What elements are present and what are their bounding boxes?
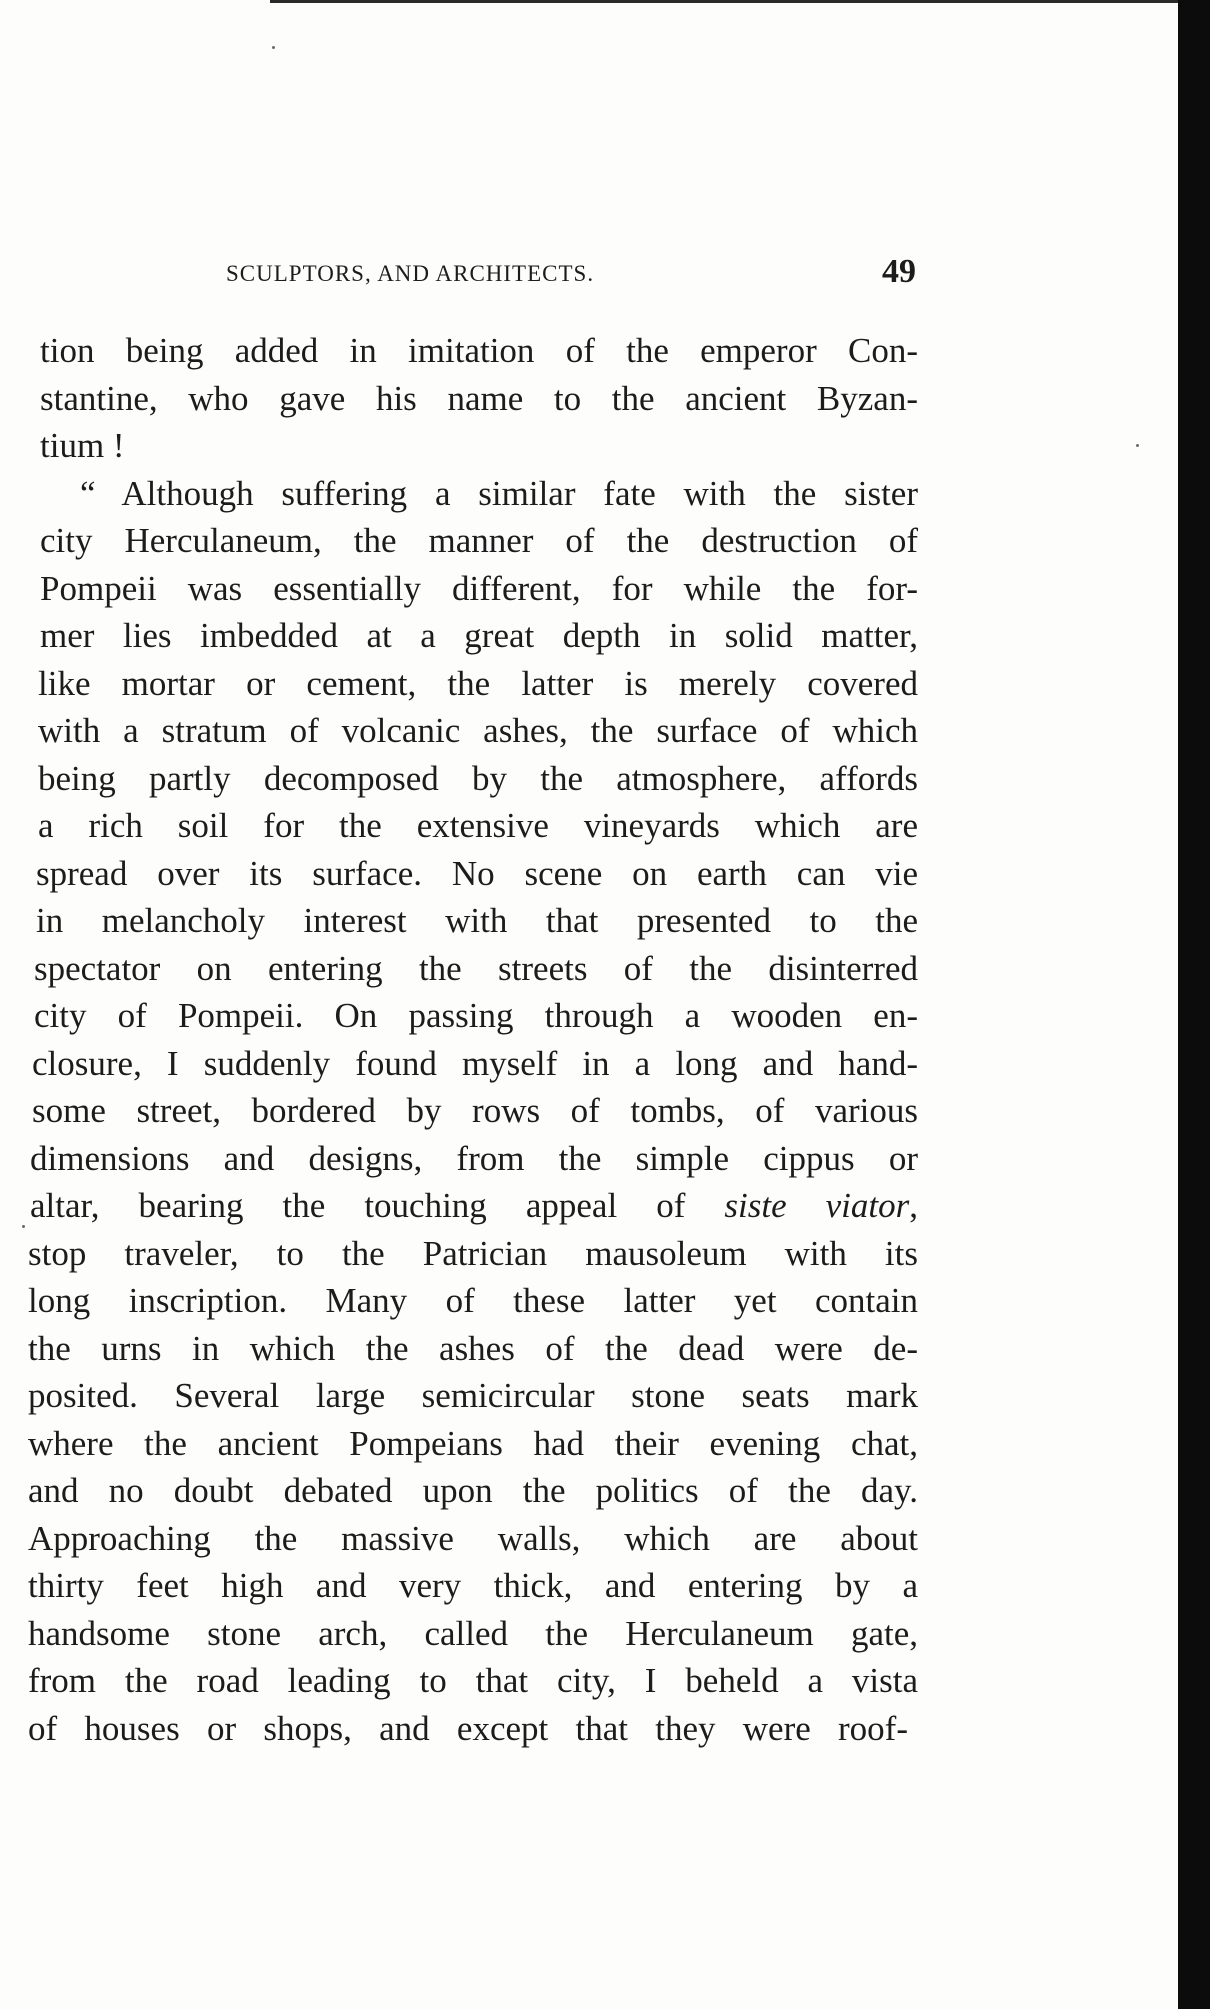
page-number: 49 — [882, 253, 916, 290]
text-line: tium ! — [40, 426, 125, 465]
text-line: long inscription. Many of these latter yet contain — [28, 1281, 918, 1320]
page-top-edge — [270, 0, 1178, 3]
text-line-italic-phrase — [28, 1182, 918, 1230]
text-line: in melancholy interest with that presented to the — [36, 901, 918, 940]
paper-speck — [1136, 444, 1139, 447]
paragraph-start-line: “ Although suffering a similar fate with the sister — [80, 473, 918, 513]
text-line: spectator on entering the streets of the disinterred — [34, 948, 918, 988]
text-line: mer lies imbedded at a great depth in solid matter, — [40, 616, 918, 655]
text-line: spread over its surface. No scene on earth can vie — [36, 853, 918, 893]
text-line: dimensions and designs, from the simple cippus or — [30, 1138, 918, 1178]
paper-speck — [22, 1225, 25, 1228]
line-text: altar, bearing the touching appeal of — [30, 1186, 686, 1225]
text-line: a rich soil for the extensive vineyards which are — [38, 806, 918, 845]
text-line: from the road leading to that city, I beheld a vista — [28, 1661, 918, 1700]
scan-edge-shadow — [1178, 0, 1210, 2009]
text-line: like mortar or cement, the latter is merely covered — [38, 663, 918, 703]
paper-speck — [272, 46, 275, 49]
text-line: Approaching the massive walls, which are about — [28, 1518, 918, 1558]
text-line: thirty feet high and very thick, and entering by a — [28, 1566, 918, 1605]
text-line: closure, I suddenly found myself in a long and hand- — [32, 1043, 918, 1083]
text-line: where the ancient Pompeians had their evening chat, — [28, 1423, 918, 1463]
text-line: being partly decomposed by the atmosphere, affords — [38, 758, 918, 798]
running-title: SCULPTORS, AND ARCHITECTS. — [226, 261, 595, 286]
text-line: posited. Several large semicircular stone seats mark — [28, 1376, 918, 1415]
text-line: Pompeii was essentially different, for while the for- — [40, 568, 918, 608]
text-line: city of Pompeii. On passing through a wooden en- — [34, 996, 918, 1035]
text-line: and no doubt debated upon the politics of the day. — [28, 1471, 918, 1510]
text-line: stop traveler, to the Patrician mausoleum with its — [28, 1233, 918, 1273]
text-line: handsome stone arch, called the Herculaneum gate, — [28, 1613, 918, 1653]
text-line: the urns in which the ashes of the dead were de- — [28, 1328, 918, 1368]
text-line: of houses or shops, and except that they were roof- — [28, 1708, 908, 1748]
running-head — [226, 254, 916, 294]
body-text — [28, 327, 918, 1752]
italic-trailing-comma: , — [909, 1186, 918, 1225]
text-line: tion being added in imitation of the emperor Con- — [40, 331, 918, 370]
text-line: stantine, who gave his name to the ancient Byzan- — [40, 378, 918, 418]
text-line: some street, bordered by rows of tombs, of various — [32, 1091, 918, 1130]
italic-phrase: siste viator — [724, 1186, 910, 1225]
text-line: city Herculaneum, the manner of the destruction of — [40, 521, 918, 560]
text-line: with a stratum of volcanic ashes, the surface of which — [38, 711, 918, 750]
